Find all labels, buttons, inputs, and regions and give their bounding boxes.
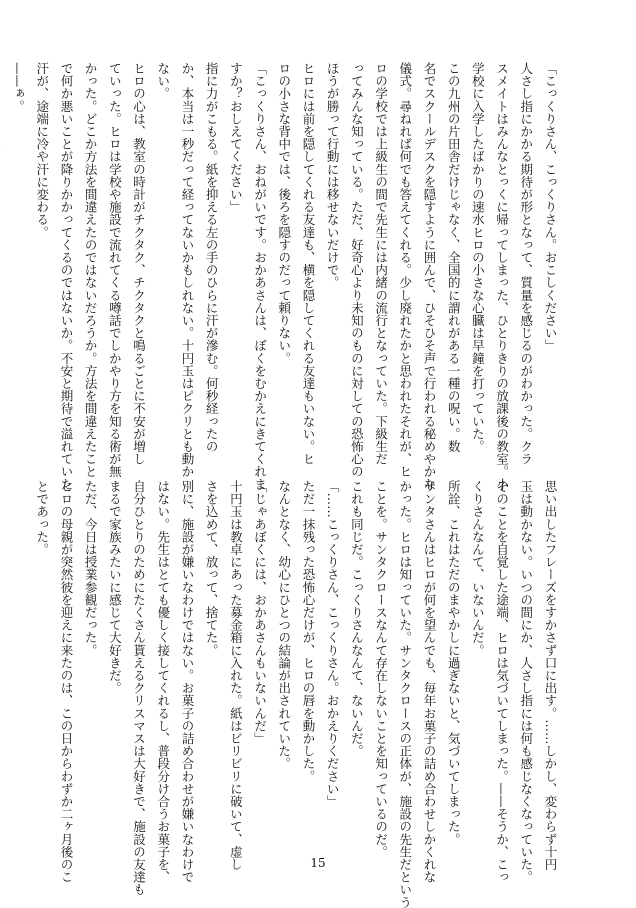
text-line: ヒロの心は、教室の時計がチクタク、チクタクと鳴るごとに不安が増し	[131, 62, 147, 466]
text-line: 別に、施設が嫌いなわけではない。お菓子の詰め合わせが嫌いなわけで	[179, 480, 195, 884]
text-line: ヒロには前を隠してくれる友達も、横を隠してくれる友達もいない。ヒ	[300, 62, 316, 466]
text-line: 「こっくりさん、おねがいです。おかあさんは、ぼくをむかえにきてくれま	[252, 62, 268, 491]
text-line: か、本当は一秒だって経ってないかもしれない。十円玉はピクリとも動か	[179, 62, 195, 478]
text-line: ヒロの母親が突然彼を迎えに来たのは、この日からわずか二ヶ月後のこ	[58, 480, 74, 884]
text-line: 学校に入学したばかりの速水ヒロの小さな心臓は早鐘を打っていた。	[470, 62, 486, 453]
text-line: サンタさんはヒロが何を望んでも、毎年お菓子の詰め合わせしかくれな	[421, 480, 437, 884]
text-line: で何か悪いことが降りかかってくるのではないか。不安と期待で溢れていた	[58, 62, 74, 491]
text-line: これも同じだ。こっくりさんなんて、ないんだ。	[349, 480, 365, 758]
text-line: ってみんな知っている。ただ、好奇心より未知のものに対しての恐怖心の	[349, 62, 365, 478]
text-line: そのことを自覚した途端、ヒロは気づいてしまった。——そうか、こっ	[494, 480, 510, 884]
text-line	[0, 62, 5, 452]
upper-text-block	[10, 62, 562, 491]
text-line: ていった。ヒロは学校や施設で流れてくる噂話でしかやり方を知る術が無	[107, 62, 123, 478]
text-line: ただ、今日は授業参観だった。	[83, 480, 99, 657]
text-line: かった。どこか方法を間違えたのではないだろうか。方法を間違えたこと	[83, 62, 99, 478]
text-line	[0, 480, 5, 848]
text-line: スメイトはみんなとっくに帰ってしまった、ひとりきりの放課後の教室。小	[494, 62, 510, 491]
text-line: 十円玉は教卓にあった募金箱に入れた。紙はビリビリに破いて、虚し	[228, 480, 244, 871]
text-line: 「こっくりさん、こっくりさん。おこしください」	[543, 62, 558, 352]
text-line: ——ぁ。	[10, 62, 26, 113]
text-line: はない。先生はとても優しく接してくれるし、普段分け合うお菓子を、	[155, 480, 171, 884]
text-line: 汗が、途端に冷や汗に変わる。	[34, 62, 50, 239]
text-line: ロの小さな背中では、後ろを隠すのだって頼りない。	[276, 62, 292, 365]
text-line: ことを。サンタクロースなんて存在しないことを知っているのだ。	[373, 480, 389, 858]
text-line: ない。	[155, 62, 171, 100]
text-line: とであった。	[34, 480, 50, 556]
page-number: 15	[310, 856, 326, 870]
text-line: 所詮、これはただのまやかしに過ぎないと、気づいてしまった。	[446, 480, 462, 846]
text-line: この九州の片田舎だけじゃなく、全国的に謂れがある一種の呪い。数	[446, 62, 462, 453]
text-line: 指に力がこもる。紙を抑える左の手のひらに汗が滲む。何秒経ったの	[204, 62, 220, 453]
text-line: まるで家族みたいに感じて大好きだ。	[107, 480, 123, 695]
text-line: 名でスクールデスクを隠すように囲んで、ひそひそ声で行われる秘めやかな	[421, 62, 437, 491]
text-line: 儀式。尋ねれば何でも答えてくれる。少し廃れたかと思われたそれが、ヒ	[397, 62, 413, 478]
text-line: すか？おしえてください」	[228, 62, 244, 214]
text-line: ロの学校では上級生の間で先生には内緒の流行となっていた。下級生だ	[373, 62, 389, 466]
text-line: かった。ヒロは知っていた。サンタクロースの正体が、施設の先生だという	[397, 480, 413, 908]
text-line: 玉は動かない。いつの間にか、人さし指には何も感じなくなっていた。	[518, 480, 534, 884]
text-line: くりさんなんて、いないんだ。	[470, 480, 486, 657]
text-line: ほうが勝って行動には移せないだけで。	[325, 62, 341, 289]
text-line	[5, 480, 29, 848]
text-line: 「……こっくりさん、こっくりさん。おかえりください」	[325, 480, 341, 808]
text-line: なんとなく、幼心にひとつの結論が出されていた。	[276, 480, 292, 770]
text-line: ただ一抹残った恐怖心だけが、ヒロの唇を動かした。	[300, 480, 316, 783]
text-line: さを込めて、放って、捨てた。	[204, 480, 220, 657]
text-line: 人さし指にかかる期待が形となって、質量を感じるのがわかった。クラ	[518, 62, 534, 466]
text-line: 「じゃあぼくには、おかあさんもいないんだ」	[252, 480, 268, 745]
text-line: 自分ひとりのためにたくさん貰えるクリスマスは大好きで、施設の友達も	[131, 480, 147, 896]
text-line: 思い出したフレーズをすかさず口に出す。……しかし、変わらず十円	[543, 480, 558, 871]
